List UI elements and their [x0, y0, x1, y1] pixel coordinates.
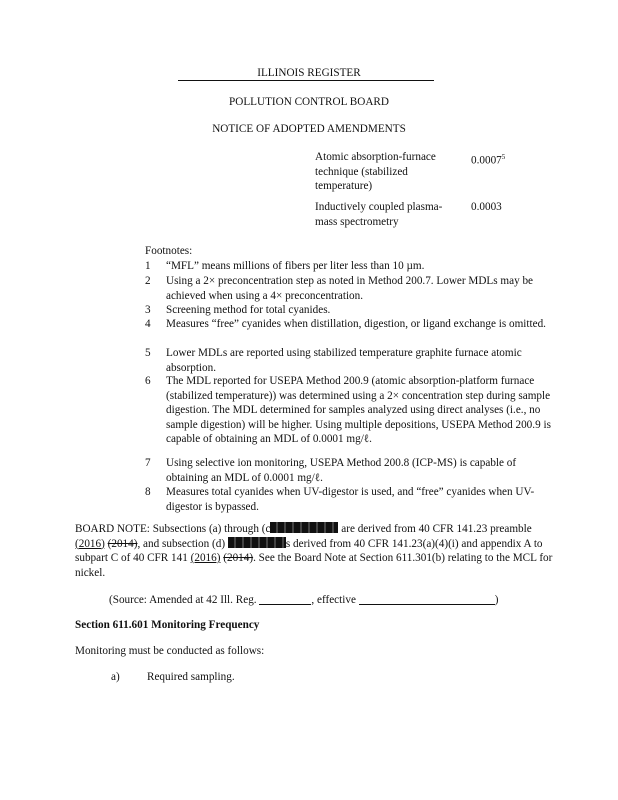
subsection-label: a)	[111, 671, 120, 683]
footnote-number: 3	[145, 304, 151, 316]
section-heading: Section 611.601 Monitoring Frequency	[75, 619, 260, 631]
board-title: POLLUTION CONTROL BOARD	[229, 96, 389, 108]
inserted-year: (2016)	[75, 537, 105, 550]
footnote-number: 8	[145, 486, 151, 498]
footnote-number: 1	[145, 260, 151, 272]
monitoring-intro: Monitoring must be conducted as follows:	[75, 645, 265, 657]
board-note: BOARD NOTE: Subsections (a) through (c are derived from 40 CFR 141.23 preamble (2016) (2014), and subsection (d) s derived from 40 CFR 141.23(a)(4)(i) and appendix A to subpart C of 40 CFR 141 (2016) (2014). See the Board Note at Section 611.301(b) relating to the MCL for nickel.	[75, 523, 553, 579]
source-note: (Source: Amended at 42 Ill. Reg. , effective )	[109, 594, 499, 606]
footnote-text: Using selective ion monitoring, USEPA Method 200.8 (ICP-MS) is capable of obtaining an MDL of 0.0001 mg/ℓ.	[166, 457, 517, 484]
deleted-year: (2014)	[107, 537, 138, 550]
footnote-number: 5	[145, 347, 151, 359]
table-mdl-1: 0.0007$^5$	[471, 153, 506, 167]
footnote-text: Lower MDLs are reported using stabilized temperature graphite furnace atomic absorption.	[166, 347, 522, 374]
table-method-2: Inductively coupled plasma-mass spectrometry	[315, 201, 443, 228]
footnote-text: The MDL reported for USEPA Method 200.9 (atomic absorption-platform furnace (stabilized temperature)) was determined using a 2× concentration step during sample digestion. The MDL determined for samples analyzed using direct analyses (i.e., no sample digestion) will be higher. Using multiple depositions, USEPA Method 200.9 is capable of obtaining an MDL of 0.0001 mg/ℓ.	[166, 375, 551, 445]
footnote-number: 4	[145, 318, 151, 330]
blank-line	[359, 593, 495, 605]
blank-line	[259, 593, 311, 605]
footnotes-heading: Footnotes:	[145, 245, 193, 257]
footnote-text: Using a 2× preconcentration step as noted in Method 200.7. Lower MDLs may be achieved when using a 4× preconcentration.	[166, 275, 534, 302]
footnote-number: 7	[145, 457, 151, 469]
footnote-text: Measures “free” cyanides when distillation, digestion, or ligand exchange is omitted.	[166, 318, 546, 330]
table-mdl-2: 0.0003	[471, 201, 502, 213]
table-method-1: Atomic absorption-furnace technique (stabilized temperature)	[315, 151, 436, 192]
register-title: ILLINOIS REGISTER	[257, 67, 361, 79]
subsection-text: Required sampling.	[147, 671, 235, 683]
redaction-mark	[270, 522, 338, 533]
footnote-number: 6	[145, 375, 151, 387]
header-rule	[178, 80, 434, 81]
redaction-mark	[228, 537, 286, 548]
notice-title: NOTICE OF ADOPTED AMENDMENTS	[212, 123, 406, 135]
footnote-number: 2	[145, 275, 151, 287]
footnote-text: Screening method for total cyanides.	[166, 304, 331, 316]
deleted-year: (2014)	[223, 552, 254, 564]
footnote-text: “MFL” means millions of fibers per liter less than 10 µm.	[166, 260, 425, 272]
footnote-text: Measures total cyanides when UV-digestor is used, and “free” cyanides when UV-digestor is bypassed.	[166, 486, 535, 513]
inserted-year: (2016)	[190, 552, 221, 564]
